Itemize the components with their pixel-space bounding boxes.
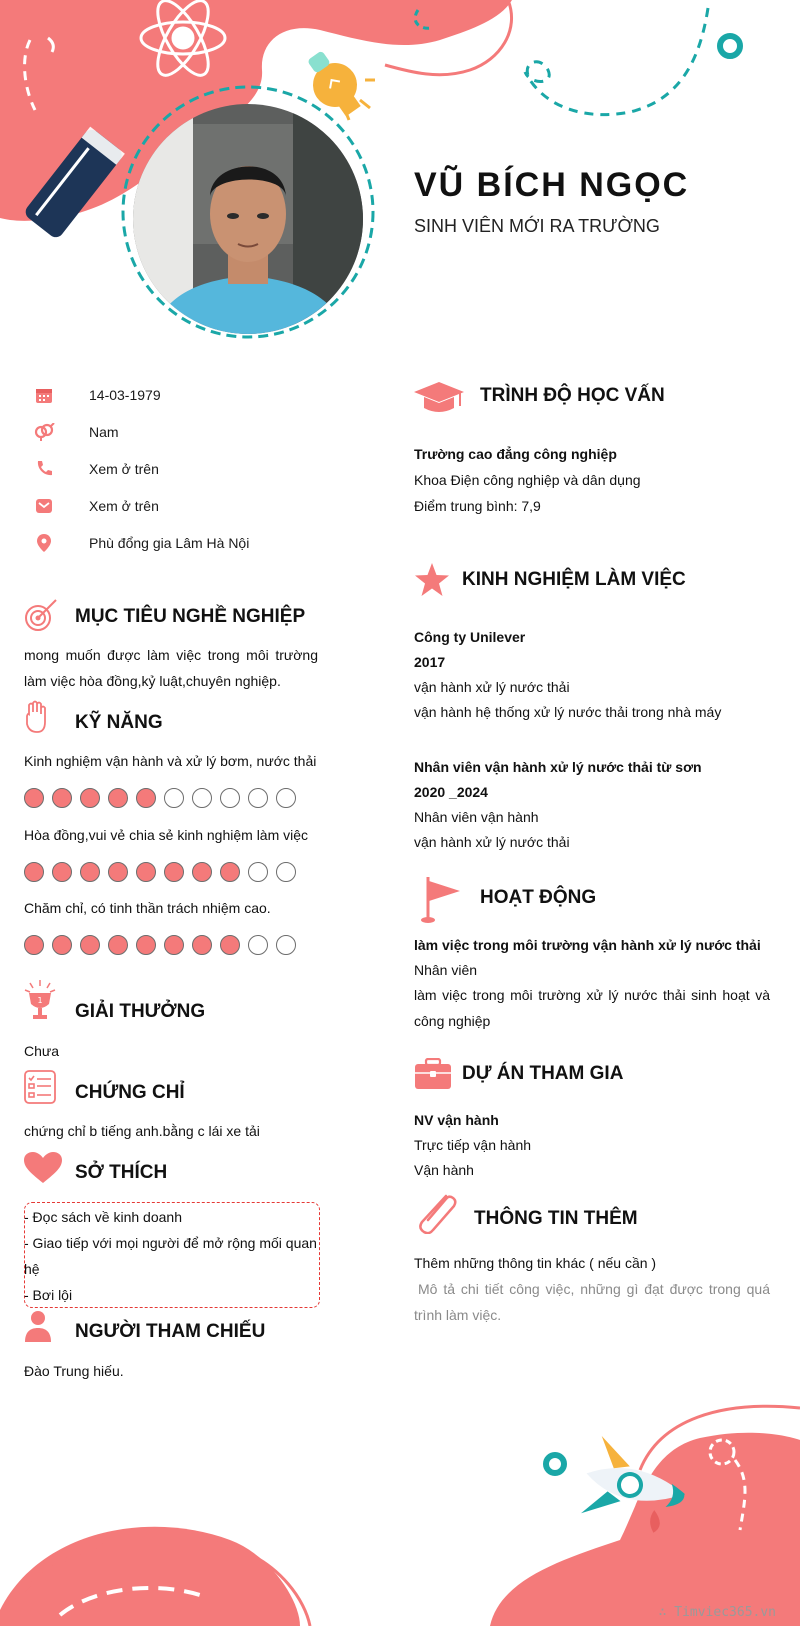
activity-role: Nhân viên [414, 962, 478, 978]
rating-dot-empty [276, 862, 296, 882]
rating-dot-filled [164, 935, 184, 955]
profile-photo [133, 104, 363, 334]
rating-dot-filled [192, 862, 212, 882]
email-text: Xem ở trên [89, 498, 159, 514]
email-icon [24, 497, 64, 515]
rating-dot-filled [136, 862, 156, 882]
job-role: Nhân viên vận hành [414, 809, 539, 825]
objective-title: MỤC TIÊU NGHỀ NGHIỆP [75, 606, 306, 627]
project-name: NV vận hành [414, 1112, 499, 1128]
skill-rating [24, 862, 296, 882]
rating-dot-empty [248, 862, 268, 882]
candidate-title: SINH VIÊN MỚI RA TRƯỜNG [414, 216, 660, 236]
watermark: ∴ Timviec365.vn [658, 1605, 776, 1620]
hobby-item: - Đọc sách về kinh doanh [24, 1209, 182, 1225]
skills-title: KỸ NĂNG [75, 712, 163, 733]
skill-rating [24, 935, 296, 955]
star-icon [414, 563, 450, 597]
rating-dot-filled [220, 935, 240, 955]
activities-title: HOẠT ĐỘNG [480, 887, 597, 908]
contact-email [24, 494, 354, 518]
job-description: vận hành hệ thống xử lý nước thải trong nhà máy [414, 704, 722, 720]
gender-icon [24, 423, 64, 441]
rating-dot-filled [220, 862, 240, 882]
rating-dot-filled [52, 862, 72, 882]
calendar-icon [24, 386, 64, 404]
rating-dot-empty [248, 935, 268, 955]
skill-name: Chăm chỉ, có tinh thần trách nhiệm cao. [24, 900, 271, 916]
contact-gender [24, 420, 354, 444]
phone-text: Xem ở trên [89, 461, 159, 477]
person-icon [24, 1310, 52, 1342]
rating-dot-empty [248, 788, 268, 808]
lightbulb-icon [296, 43, 371, 124]
target-icon [24, 598, 58, 632]
rating-dot-filled [24, 788, 44, 808]
rating-dot-filled [136, 935, 156, 955]
avatar [133, 104, 363, 334]
certificates-title: CHỨNG CHỈ [75, 1082, 185, 1103]
contact-phone [24, 457, 354, 481]
rating-dot-filled [108, 788, 128, 808]
extra-hint: Mô tả chi tiết công việc, những gì đạt được trong quá trình làm việc. [414, 1281, 770, 1323]
skill-name: Kinh nghiệm vận hành và xử lý bơm, nước thải [24, 753, 317, 769]
activity-description: làm việc trong môi trường xử lý nước thải sinh hoạt và công nghiệp [414, 987, 770, 1029]
rating-dot-filled [52, 788, 72, 808]
job-period: 2017 [414, 654, 446, 670]
experience-title: KINH NGHIỆM LÀM VIỆC [462, 569, 686, 590]
hobby-item: - Bơi lội [24, 1287, 73, 1303]
references-text: Đào Trung hiếu. [24, 1363, 124, 1379]
gender-text: Nam [89, 424, 119, 440]
rating-dot-filled [24, 862, 44, 882]
job-period: 2020 _2024 [414, 784, 488, 800]
svg-text:1: 1 [37, 996, 43, 1005]
job-company: Công ty Unilever [414, 629, 526, 645]
job-description: vận hành xử lý nước thải [414, 834, 570, 850]
paperclip-icon [416, 1192, 460, 1234]
rating-dot-filled [80, 935, 100, 955]
hobbies-list [24, 1204, 320, 1308]
rating-dot-filled [108, 862, 128, 882]
location-icon [24, 534, 64, 552]
rating-dot-filled [80, 788, 100, 808]
trophy-icon [24, 980, 56, 1020]
rating-dot-filled [136, 788, 156, 808]
contact-address [24, 531, 354, 555]
awards-title: GIẢI THƯỞNG [75, 1001, 206, 1022]
flag-icon [420, 875, 464, 925]
project-role: Trực tiếp vận hành [414, 1137, 532, 1153]
certificates-text: chứng chỉ b tiếng anh.bằng c lái xe tải [24, 1123, 260, 1139]
candidate-name: VŨ BÍCH NGỌC [414, 166, 690, 204]
activity-org: làm việc trong môi trường vận hành xử lý nước thải [414, 937, 761, 953]
rating-dot-filled [192, 935, 212, 955]
briefcase-icon [414, 1058, 452, 1090]
skill-name: Hòa đồng,vui vẻ chia sẻ kinh nghiệm làm việc [24, 827, 309, 843]
rating-dot-empty [276, 788, 296, 808]
awards-text: Chưa [24, 1043, 60, 1059]
birthday-text: 14-03-1979 [89, 387, 161, 403]
education-title: TRÌNH ĐỘ HỌC VẤN [480, 385, 665, 406]
extra-text: Thêm những thông tin khác ( nếu cần ) [414, 1255, 657, 1271]
footer-decoration [0, 1380, 800, 1626]
hobbies-title: SỞ THÍCH [75, 1162, 168, 1183]
address-text: Phù đổng gia Lâm Hà Nội [89, 535, 250, 551]
education-school: Trường cao đẳng công nghiệp [414, 446, 617, 462]
rating-dot-empty [220, 788, 240, 808]
rating-dot-filled [80, 862, 100, 882]
extra-title: THÔNG TIN THÊM [474, 1208, 638, 1229]
project-description: Vận hành [414, 1162, 474, 1178]
rating-dot-filled [24, 935, 44, 955]
objective-text: mong muốn được làm việc trong môi trường làm việc hòa đồng,kỷ luật,chuyên nghiệp. [24, 647, 318, 689]
checklist-icon [24, 1070, 56, 1104]
hand-icon [24, 700, 48, 734]
graduation-cap-icon [414, 380, 464, 414]
rating-dot-empty [276, 935, 296, 955]
education-major: Khoa Điện công nghiệp và dân dụng [414, 472, 641, 488]
rating-dot-empty [164, 788, 184, 808]
contact-birthday [24, 383, 354, 407]
phone-icon [24, 460, 64, 478]
job-company: Nhân viên vận hành xử lý nước thải từ sơn [414, 759, 702, 775]
rating-dot-filled [164, 862, 184, 882]
education-gpa: Điểm trung bình: 7,9 [414, 498, 541, 514]
projects-title: DỰ ÁN THAM GIA [462, 1063, 624, 1084]
rating-dot-empty [192, 788, 212, 808]
hobby-item: - Giao tiếp với mọi người để mở rộng mối quan hệ [24, 1235, 317, 1277]
job-role: vận hành xử lý nước thải [414, 679, 570, 695]
rating-dot-filled [108, 935, 128, 955]
skill-rating [24, 788, 296, 808]
heart-icon [24, 1152, 62, 1184]
references-title: NGƯỜI THAM CHIẾU [75, 1321, 266, 1342]
rating-dot-filled [52, 935, 72, 955]
